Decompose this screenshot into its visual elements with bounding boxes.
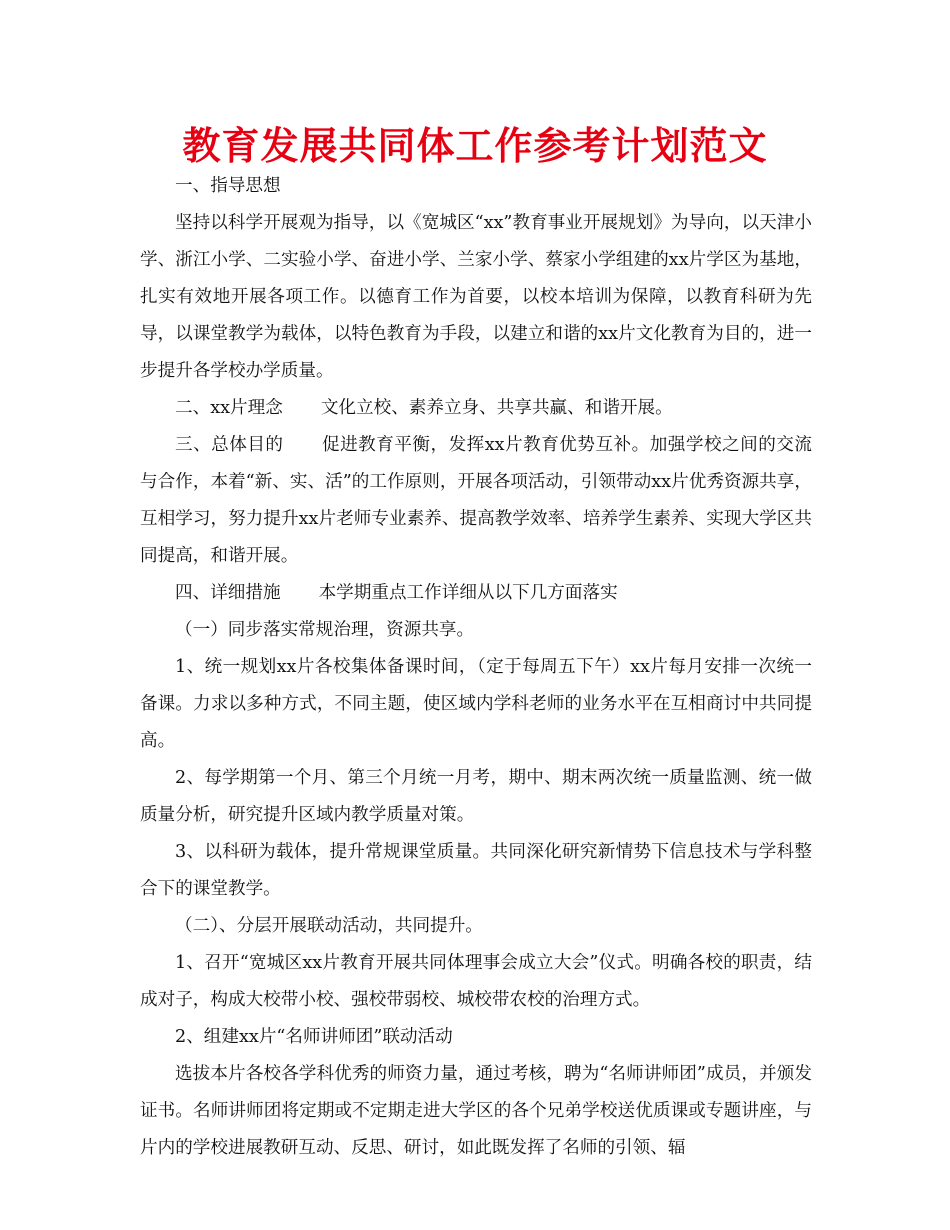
section-text: 文化立校、素养立身、共享共赢、和谐开展。 [320,398,673,418]
section-heading: 三、总体目的 [175,435,284,455]
paragraph: 选拔本片各校各学科优秀的师资力量，通过考核，聘为“名师讲师团”成员，并颁发证书。名师讲师团将定期或不定期走进大学区的各个兄弟学校送优质课或专题讲座，与片内的学校进展教研互动、反思、研讨，如此既发挥了名师的引领、辐 [140,1064,812,1158]
paragraph: 一、指导思想 [175,176,281,196]
paragraph: 2、每学期第一个月、第三个月统一月考，期中、期末两次统一质量监测、统一做质量分析，研究提升区域内教学质量对策。 [140,768,812,825]
section-text: 本学期重点工作详细从以下几方面落实 [318,583,618,603]
paragraph: （一）同步落实常规治理，资源共享。 [175,620,475,640]
paragraph: 1、统一规划xx片各校集体备课时间，（定于每周五下午）xx片每月安排一次统一备课。力求以多种方式，不同主题，使区域内学科老师的业务水平在互相商讨中共同提高。 [140,657,812,751]
paragraph: 1、召开“宽城区xx片教育开展共同体理事会成立大会”仪式。明确各校的职责，结成对子，构成大校带小校、强校带弱校、城校带农校的治理方式。 [140,953,812,1010]
paragraph [140,390,812,427]
paragraph: （二）、分层开展联动活动，共同提升。 [175,916,483,936]
section-heading: 二、xx片理念 [175,398,283,418]
paragraph: 坚持以科学开展观为指导，以《宽城区“xx”教育事业开展规划》为导向，以天津小学、浙江小学、二实验小学、奋进小学、兰家小学、蔡家小学组建的xx片学区为基地，扎实有效地开展各项工作。以德育工作为首要，以校本培训为保障，以教育科研为先导，以课堂教学为载体，以特色教育为手段，以建立和谐的xx片文化教育为目的，进一步提升各学校办学质量。 [140,213,812,381]
section-text: 促进教育平衡，发挥xx片教育优势互补。加强学校之间的交流与合作，本着“新、实、活”的工作原则，开展各项活动，引领带动xx片优秀资源共享，互相学习，努力提升xx片老师专业素养、提高教学效率、培养学生素养、实现大学区共同提高，和谐开展。 [140,435,812,566]
paragraph: 2、组建xx片“名师讲师团”联动活动 [175,1027,453,1047]
document-title: 教育发展共同体工作参考计划范文 [182,124,768,168]
paragraph [140,427,812,575]
paragraph [140,575,812,612]
document-body [140,168,812,1167]
paragraph: 3、以科研为载体，提升常规课堂质量。共同深化研究新情势下信息技术与学科整合下的课堂教学。 [140,842,812,899]
section-heading: 四、详细措施 [175,583,281,603]
